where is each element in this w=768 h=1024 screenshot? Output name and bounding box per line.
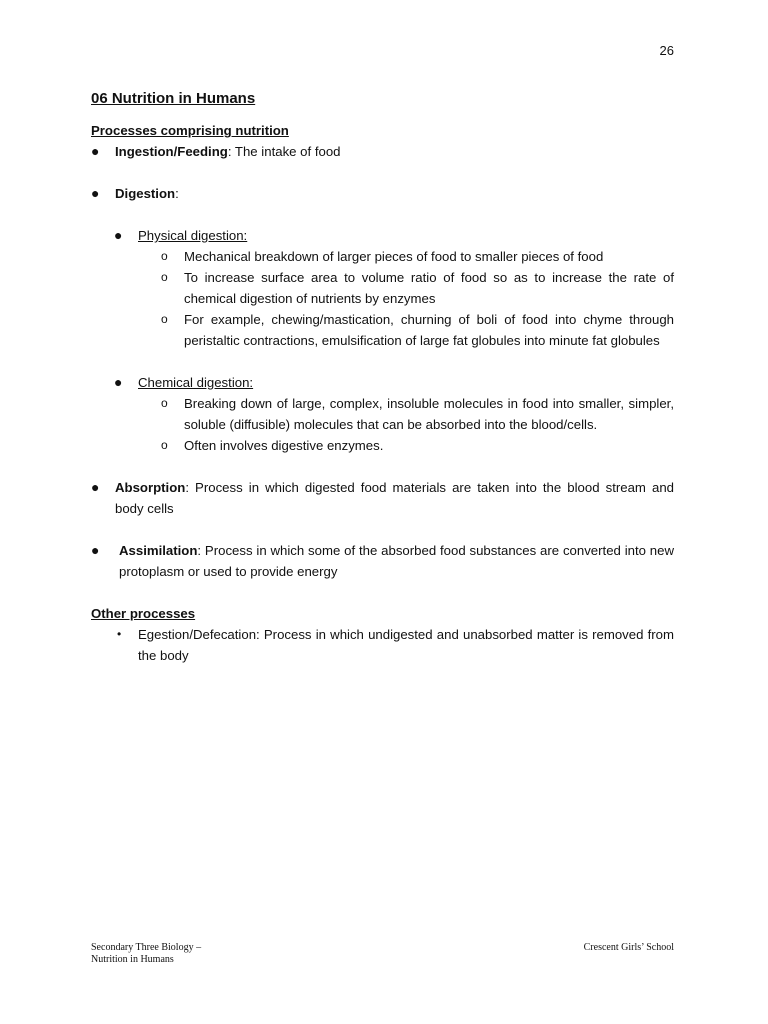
digestion-item (91, 183, 674, 204)
physical-digestion-item (114, 225, 674, 246)
physical-point: o For example, chewing/mastication, churning of boli of food into chyme through peristaltic contractions, emulsification of large fat globules into minute fat globules (161, 309, 674, 351)
circle-bullet-icon: o (161, 438, 168, 452)
assimilation-text: : Process in which some of the absorbed food substances are converted into new protoplasm or used to provide energy (119, 543, 674, 579)
page-number: 26 (659, 43, 674, 58)
ingestion-term: Ingestion/Feeding (115, 144, 228, 159)
egestion-item (115, 624, 674, 666)
absorption-item (91, 477, 674, 519)
physical-point: o To increase surface area to volume ratio of food so as to increase the rate of chemical digestion of nutrients by enzymes (161, 267, 674, 309)
circle-bullet-icon: o (161, 396, 168, 410)
physical-point: o Mechanical breakdown of larger pieces of food to smaller pieces of food (161, 246, 674, 267)
bullet-icon: ● (91, 143, 100, 159)
processes-heading: Processes comprising nutrition (91, 123, 289, 138)
bullet-icon: ● (91, 542, 100, 558)
chemical-point: o Breaking down of large, complex, insoluble molecules in food into smaller, simpler, soluble (diffusible) molecules that can be absorbed into the blood/cells. (161, 393, 674, 435)
digestion-term: Digestion (115, 186, 176, 201)
other-processes-heading: Other processes (91, 606, 196, 621)
footer-right: Crescent Girls’ School (583, 942, 674, 953)
absorption-term: Absorption (115, 480, 186, 495)
circle-bullet-icon: o (161, 249, 168, 263)
assimilation-item (91, 540, 674, 582)
content (91, 88, 674, 666)
bullet-icon: • (117, 627, 122, 641)
circle-bullet-icon: o (161, 270, 168, 284)
physical-digestion-label: Physical digestion: (138, 228, 248, 243)
egestion-text: Egestion/Defecation: Process in which undigested and unabsorbed matter is removed from the body (138, 627, 674, 663)
ingestion-item (91, 141, 674, 162)
ingestion-text: : The intake of food (227, 144, 341, 159)
chemical-digestion-label: Chemical digestion: (138, 375, 254, 390)
footer-left: Secondary Three Biology – Nutrition in Humans (91, 942, 202, 965)
absorption-text: : Process in which digested food materials are taken into the blood stream and body cells (115, 480, 674, 516)
bullet-icon: ● (91, 185, 100, 201)
circle-bullet-icon: o (161, 312, 168, 326)
page-title: 06 Nutrition in Humans (91, 90, 256, 107)
bullet-icon: ● (114, 227, 123, 243)
bullet-icon: ● (114, 374, 123, 390)
digestion-suffix: : (175, 186, 179, 201)
chemical-digestion-item (114, 372, 674, 393)
assimilation-term: Assimilation (119, 543, 198, 558)
bullet-icon: ● (91, 479, 100, 495)
chemical-point: o Often involves digestive enzymes. (161, 435, 674, 456)
